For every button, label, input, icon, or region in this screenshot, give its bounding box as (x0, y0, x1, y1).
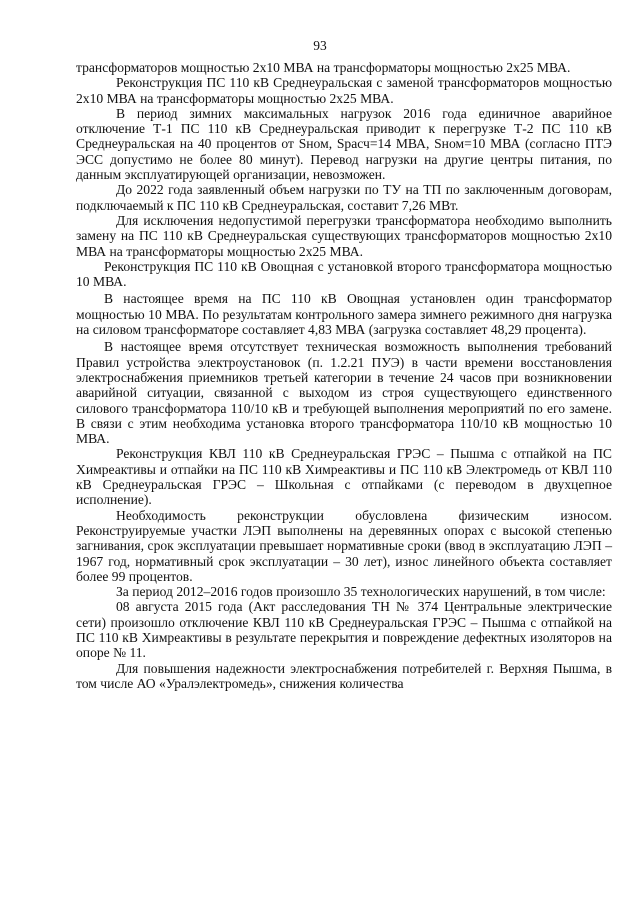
paragraph: В настоящее время на ПС 110 кВ Овощная установлен один трансформатор мощностью 10 МВА. По результатам контрольного замера зимнего режимного дня нагрузка на силовом трансформаторе составляет 4,83 МВА (загрузка составляет 48,29 процента). (76, 291, 612, 338)
document-body (76, 60, 612, 691)
paragraph: Необходимость реконструкции обусловлена физическим износом. Реконструируемые участки ЛЭП выполнены на деревянных опорах с высокой степенью загнивания, срок эксплуатации превышает нормативные сроки (ввод в эксплуатацию ЛЭП – 1967 год, нормативный срок эксплуатации – 30 лет), износ линейного объекта составляет более 99 процентов. (76, 507, 612, 584)
page-number: 93 (313, 38, 327, 53)
paragraph: Реконструкция ПС 110 кВ Среднеуральская с заменой трансформаторов мощностью 2х10 МВА на трансформаторы мощностью 2х25 МВА. (76, 75, 612, 106)
paragraph: Для исключения недопустимой перегрузки трансформатора необходимо выполнить замену на ПС 110 кВ Среднеуральская существующих трансформаторов мощностью 2х10 МВА на трансформаторы мощностью 2х25 МВА. (76, 212, 612, 259)
paragraph: За период 2012–2016 годов произошло 35 технологических нарушений, в том числе: (116, 584, 606, 600)
paragraph: 08 августа 2015 года (Акт расследования ТН № 374 Центральные электрические сети) произошло отключение КВЛ 110 кВ Среднеуральская ГРЭС – Пышма с отпайкой на ПС 110 кВ Химреактивы в результате перекрытия и повреждение дефектных изоляторов на опоре № 11. (76, 599, 612, 661)
paragraph: В настоящее время отсутствует техническая возможность выполнения требований Правил устройства электроустановок (п. 1.2.21 ПУЭ) в части времени восстановления электроснабжения приемников третьей категории в течение 24 часов при возникновении аварийной ситуации, связанной с выходом из строя существующего единственного силового трансформатора 110/10 кВ и требующей выполнения мероприятий по его замене. В связи с этим необходима установка второго трансформатора 110/10 кВ мощностью 10 МВА. (76, 339, 612, 447)
paragraph: До 2022 года заявленный объем нагрузки по ТУ на ТП по заключенным договорам, подключаемый к ПС 110 кВ Среднеуральская, составит 7,26 МВт. (76, 182, 612, 213)
paragraph: В период зимних максимальных нагрузок 2016 года единичное аварийное отключение Т-1 ПС 110 кВ Среднеуральская приводит к перегрузке Т-2 ПС 110 кВ Среднеуральская на 40 процентов от Sном, Sрасч=14 МВА, Sном=10 МВА (согласно ПТЭ ЭСС допустимо не более 80 минут). Перевод нагрузки на другие центры питания, по данным эксплуатирующей организации, невозможен. (76, 105, 612, 183)
paragraph: Реконструкция КВЛ 110 кВ Среднеуральская ГРЭС – Пышма с отпайкой на ПС Химреактивы и отпайки на ПС 110 кВ Химреактивы и ПС 110 кВ Электромедь от КВЛ 110 кВ Среднеуральская ГРЭС – Школьная с отпайками (с переводом в двухцепное исполнение). (76, 446, 612, 508)
paragraph: Для повышения надежности электроснабжения потребителей г. Верхняя Пышма, в том числе АО «Уралэлектромедь», снижения количества (76, 660, 612, 691)
paragraph: трансформаторов мощностью 2х10 МВА на трансформаторы мощностью 2х25 МВА. (76, 60, 571, 75)
paragraph: Реконструкция ПС 110 кВ Овощная с установкой второго трансформатора мощностью 10 МВА. (76, 258, 612, 290)
